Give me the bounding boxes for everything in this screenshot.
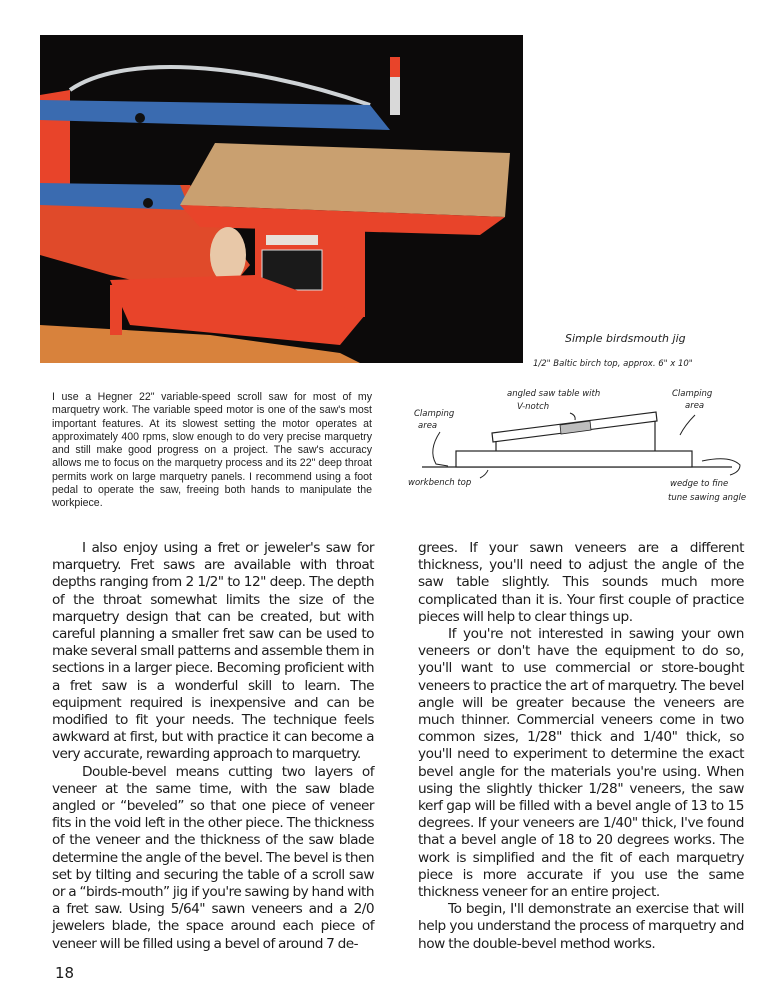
label-clamping-right: Clamping [672,389,713,399]
saw-table [180,143,510,217]
paragraph: To begin, I'll demonstrate an exercise that will help you understand the process of marquetry and how the double-bevel method works. [418,901,744,952]
page-number: 18 [55,964,75,982]
scroll-saw-illustration [40,35,523,363]
jig-base [456,451,692,467]
paragraph: I also enjoy using a fret or jeweler's saw for marquetry. Fret saws are available with throat depths ranging from 2 1/2" to 12" deep. The depth of the throat somewhat limits the size of the marquetry design that can be created, but with careful planning a smaller fret saw can be used to make several small patterns and assemble them in sections in a larger piece. Becoming proficient with a fret saw is a wonderful skill to learn. The equipment required is inexpensive and can be modified to fit your needs. The technique feels awkward at first, but with practice it can become a very accurate, rewarding approach to marquetry. [52,540,374,763]
birdsmouth-jig-diagram [400,320,765,510]
label-v-notch: V-notch [517,402,550,412]
label-wedge: wedge to fine [670,479,729,489]
diagram-subtitle: 1/2" Baltic birch top, approx. 6" x 10" [533,359,693,369]
diagram-title: Simple birdsmouth jig [565,332,686,345]
photo-caption: I use a Hegner 22" variable-speed scroll saw for most of my marquetry work. The variable speed motor is one of the saw's most important features. At its slowest setting the motor operates at approximately 400 rpms, slow enough to do very precise marquetry and still make good progress on a project. The saw's accuracy allows me to focus on the marquetry process and its 22" deep throat permits work on large marquetry panels. I recommend using a foot pedal to operate the saw, freeing both hands to manipulate the workpiece. [52,391,372,510]
body-column-left [52,540,374,953]
v-notch [560,421,591,434]
paragraph: grees. If your sawn veneers are a different thickness, you'll need to adjust the angle of the saw table slightly. This sounds much more complicated than it is. Your first couple of practice pieces will help to clear things up. [418,540,744,625]
paragraph: If you're not interested in sawing your own veneers or don't have the equipment to do so, you'll want to use commercial or store-bought veneers to practice the art of marquetry. The bevel angle will be greater because the veneers are much thinner. Commercial veneers come in two common sizes, 1/28" thick and 1/40" thick, so you'll need to experiment to determine the exact bevel angle for the materials you're using. When using the slightly thicker 1/28" veneers, the saw kerf gap will be filled with a bevel angle of 13 to 15 degrees. If your veneers are 1/40" thick, I've found that a bevel angle of 18 to 20 degrees works. The work is simplified and the fit of each marquetry piece is more accurate if you use the same thickness veneer for an entire project. [418,626,744,901]
label-area-right: area [685,401,705,411]
scroll-saw-photo [40,35,523,363]
body-column-right [418,540,744,953]
arrow-clamping-right [680,415,695,435]
paragraph: Double-bevel means cutting two layers of veneer at the same time, with the saw blade angled or “beveled” so that one piece of veneer fits in the void left in the other piece. The thickness of the veneer and the thickness of the saw blade determine the angle of the bevel. The bevel is then set by tilting and securing the table of a scroll saw or a “birds-mouth” jig if you're sawing by hand with a fret saw. Using 5/64" sawn veneers and a 2/0 jewelers blade, the space around each piece of veneer will be filled using a bevel of around 7 de- [52,763,374,952]
label-wedge-2: tune sawing angle [668,493,747,503]
label-clamping-left: Clamping [414,409,455,419]
arrow-workbench [480,470,488,478]
label-workbench: workbench top [408,478,472,488]
arrow-clamping-left [433,432,448,466]
label-area-left: area [418,421,438,431]
arrow-v-notch [570,413,575,420]
label-saw-table: angled saw table with [507,389,601,399]
